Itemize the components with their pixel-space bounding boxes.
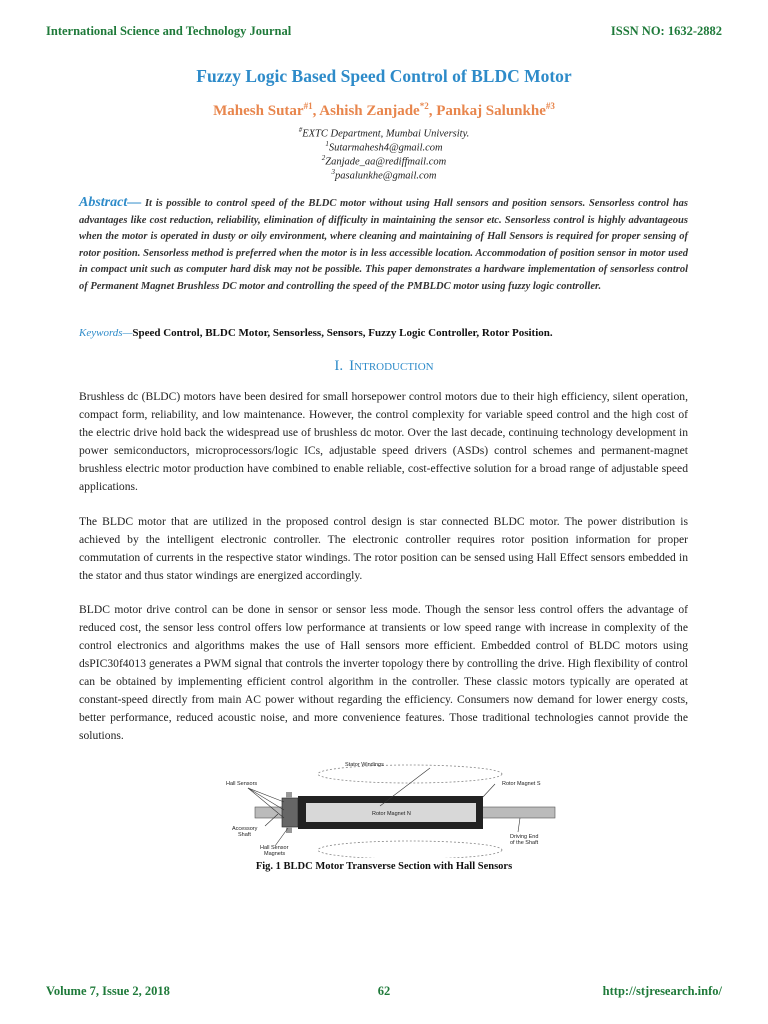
leader-line-driving (518, 818, 520, 832)
email-mark: 1 (325, 140, 329, 148)
email-text: Sutarmahesh4@gmail.com (328, 142, 443, 154)
email-text: Zanjade_aa@rediffmail.com (325, 156, 447, 168)
label-magnets-line-2: Magnets (264, 851, 286, 857)
affiliation-dept: EXTC Department, Mumbai University. (302, 128, 470, 140)
leader-line-hall-1 (248, 788, 284, 802)
email-3 (0, 166, 768, 183)
email-text: pasalunkhe@gmail.com (334, 170, 437, 182)
issn: ISSN NO: 1632-2882 (610, 24, 722, 38)
footer-url[interactable]: http://stjresearch.info/ (602, 984, 722, 998)
keywords-text: Speed Control, BLDC Motor, Sensorless, Sensors, Fuzzy Logic Controller, Rotor Position. (132, 327, 553, 339)
affiliation-mark: # (298, 126, 303, 134)
section-heading (0, 358, 768, 375)
hall-sensor-block (282, 798, 298, 827)
hall-sensor-cap-top (286, 792, 292, 798)
abstract (79, 195, 688, 295)
author-list (0, 101, 768, 120)
figure-caption: Fig. 1 BLDC Motor Transverse Section with Hall Sensors (255, 861, 513, 872)
author-mark: *2 (419, 101, 429, 111)
paragraph-1: Brushless dc (BLDC) motors have been desired for small horsepower control motors due to their high efficiency, silent operation, compact form, reliability, and low maintenance. However, the control complexity for variable speed control and the high cost of the electric drive hold back the widespread use of brushless dc motor. Over the last decade, continuing technology development in power semiconductors, microprocessors/logic ICs, adjustable speed drivers (ASDs) control schemes and permanent-magnet brushless electric motor production have combined to enable reliable, cost-effective solution for a broad range of adjustable speed applications. (79, 390, 688, 493)
page-number: 62 (377, 984, 391, 998)
author-separator: , (312, 103, 320, 119)
paragraph-2: The BLDC motor that are utilized in the proposed control design is star connected BLDC motor. The power distribution is achieved by the intelligent electronic controller. The electronic controller requires rotor position information for proper commutation of currents in the respective stator windings. The rotor position can be sensed using Hall Effect sensors embedded in the stator and thus stator windings are energized accordingly. (79, 515, 688, 582)
label-rotor-magnet-n: Rotor Magnet N (372, 811, 411, 817)
email-mark: 3 (331, 168, 335, 176)
section-number: I. (334, 358, 344, 374)
author-mark: #3 (545, 101, 555, 111)
label-rotor-magnet-s: Rotor Magnet S (502, 781, 541, 787)
abstract-text: It is possible to control speed of the BLDC motor without using Hall sensors and position sensors. Sensorless control has advantages like cost reduction, reliability, elimination of difficulty in maintaining the sensor etc. Sensorless control is highly advantageous when the motor is operated in dusty or oily environment, where cleaning and maintaining of Hall Sensors is required for proper sensing of rotor position. Sensorless method is preferred when the motor is in less accessible location. Accommodation of position sensor in motor used in compact unit such as computer hard disk may not be possible. This paper demonstrates a hardware implementation of sensorless control of Permanent Magnet Brushless DC motor and controlling the speed of the PMBLDC motor using fuzzy logic controller. (79, 198, 688, 292)
label-driving-line-1: Driving End (510, 834, 539, 840)
label-hall-sensors: Hall Sensors (226, 781, 258, 787)
paper-title: Fuzzy Logic Based Speed Control of BLDC Motor (196, 66, 572, 86)
label-accessory-line-1: Accessory (232, 826, 258, 832)
author-separator: , (428, 103, 437, 119)
keywords-label: Keywords— (79, 327, 133, 339)
bldc-motor-figure (220, 758, 570, 858)
keywords (79, 327, 699, 339)
label-accessory-line-2: Shaft (238, 832, 251, 838)
label-stator-windings: Stator Windings (345, 762, 384, 768)
paragraph-3: BLDC motor drive control can be done in sensor or sensor less mode. Though the sensor less control offers the advantage of reduced cost, the sensor less control offers low performance at transients or low speed range with increase in complexity of the control electronics and algorithms makes the use of Hall sensors more efficient. Embedded control of BLDC motors using dsPIC30f4013 generates a PWM signal that controls the inverter topology there by controlling the drive. High flexibility of control can be obtained by implementing efficient control algorithm in the controller. These classic motors typically are operated at constant-speed directly from main AC power without regarding the efficiency. Consumers now demand for lower energy costs, better performance, reduced acoustic noise, and more convenience features. Those traditional technologies cannot provide the solutions. (79, 603, 688, 742)
leader-line-magnets (275, 828, 288, 846)
section-title: Introduction (349, 358, 434, 374)
author-name: Mahesh Sutar (213, 103, 304, 119)
label-hall-sensor-magnets (260, 845, 289, 857)
label-accessory-shaft (232, 826, 258, 838)
footer-volume: Volume 7, Issue 2, 2018 (46, 984, 170, 998)
label-driving-end (510, 834, 539, 846)
email-mark: 2 (321, 154, 326, 162)
stator-winding-bottom (318, 841, 502, 858)
author-mark: #1 (303, 101, 313, 111)
leader-line-rotor-s (482, 784, 495, 798)
journal-name: International Science and Technology Journal (46, 24, 292, 38)
author-name: Pankaj Salunkhe (436, 103, 546, 119)
label-driving-line-2: of the Shaft (510, 840, 539, 846)
author-name: Ashish Zanjade (319, 103, 420, 119)
label-magnets-line-1: Hall Sensor (260, 845, 289, 851)
abstract-label: Abstract— (79, 195, 142, 210)
